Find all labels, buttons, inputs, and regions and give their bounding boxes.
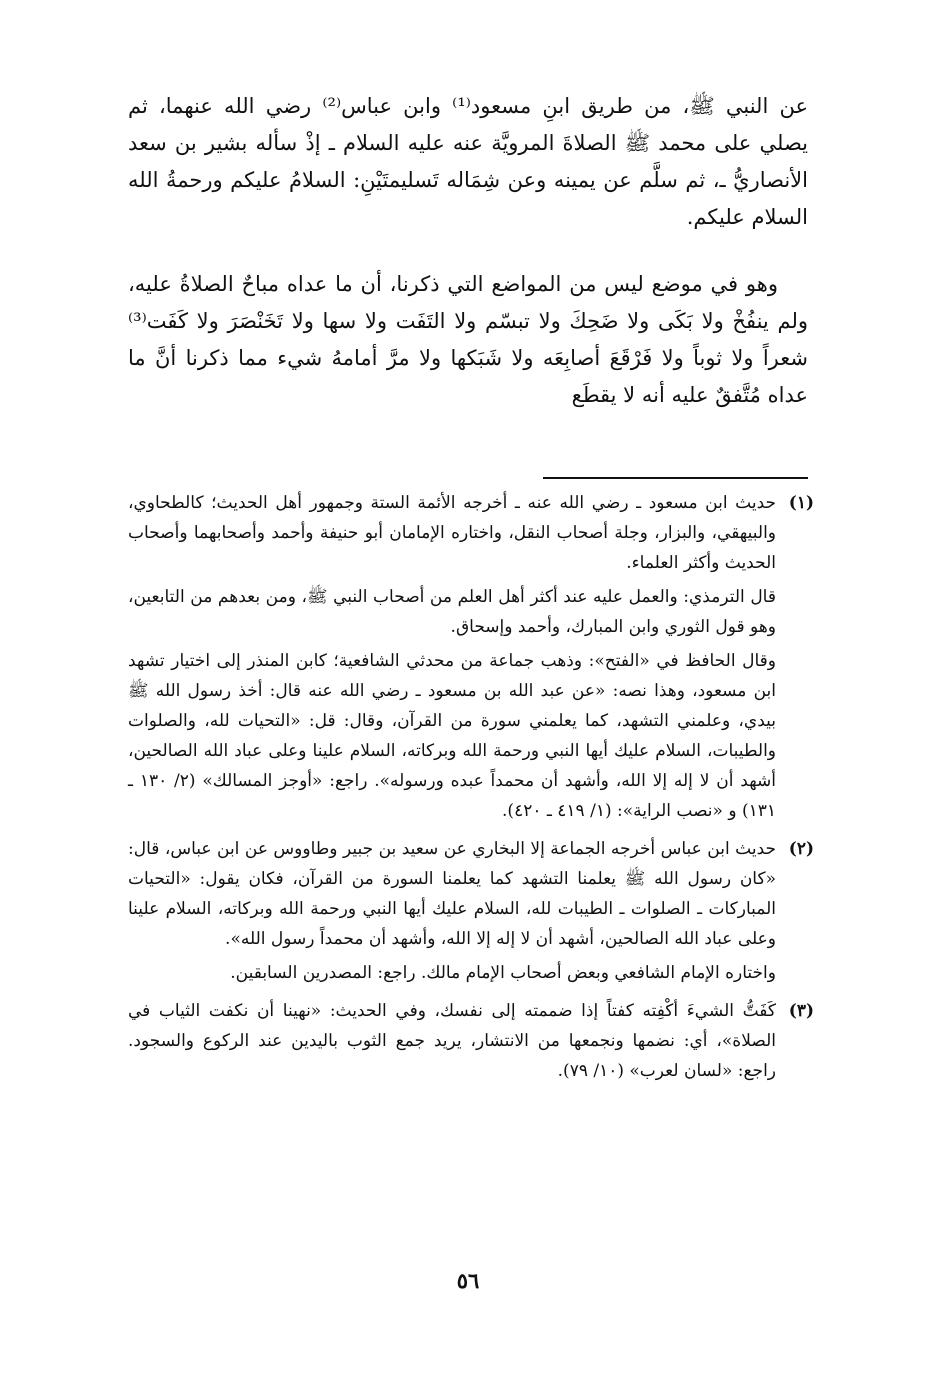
- footnote-1: [128, 488, 814, 830]
- footnote-paragraph: واختاره الإمام الشافعي وبعض أصحاب الإمام مالك. راجع: المصدرين السابقين.: [230, 963, 776, 983]
- footnote-3: [128, 996, 814, 1090]
- footnote-paragraph: كَفَتُّ الشيءَ أكْفِته كفتاً إذا ضممته إلى نفسك، وفي الحديث: «نهينا أن نكفت الثياب في الصلاة»، أي: نضمها ونجمعها من الانتشار، يريد جمع الثوب باليدين عند الركوع والسجود. راجع: «لسان لعرب» (١٠/ ٧٩).: [128, 1001, 776, 1081]
- footnote-divider: [543, 477, 808, 479]
- footnote-paragraph: حديث ابن مسعود ـ رضي الله عنه ـ أخرجه الأئمة الستة وجمهور أهل الحديث؛ كالطحاوي، والبيهقي، والبزار، وجلة أصحاب النقل، واختاره الإمامان أبو حنيفة وأحمد وأصحابهما وأصحاب الحديث وأكثر العلماء.: [128, 493, 776, 573]
- footnotes: [128, 488, 814, 1094]
- footnote-body: [128, 488, 776, 830]
- main-paragraph: وهو في موضع ليس من المواضع التي ذكرنا، أن ما عداه مباحٌ الصلاةُ عليه، ولم ينفُخْ ولا بَكَى ولا ضَحِكَ ولا تبسّم ولا التَفَت ولا سها ولا تَخَنْصَرَ ولا كَفَت⁽³⁾ شعراً ولا ثوباً ولا فَرْقَعَ أصابِعَه ولا شَبَكها ولا مرَّ أمامهُ شيء مما ذكرنا أنَّ ما عداه مُتَّفقٌ عليه أنه لا يقطَع: [128, 272, 808, 407]
- footnote-2: [128, 834, 814, 992]
- footnote-paragraph: وقال الحافظ في «الفتح»: وذهب جماعة من محدثي الشافعية؛ كابن المنذر إلى اختيار تشهد ابن مسعود، وهذا نصه: «عن عبد الله بن مسعود ـ رضي الله عنه قال: أخذ رسول الله ﷺ بيدي، وعلمني التشهد، كما يعلمني سورة من القرآن، وقال: قل: «التحيات لله، والصلوات والطيبات، السلام عليك أيها النبي ورحمة الله وبركاته، السلام علينا وعلى عباد الله الصالحين، أشهد أن لا إله إلا الله، وأشهد أن محمداً عبده ورسوله». راجع: «أوجز المسالك» (٢/ ١٣٠ ـ ١٣١) و «نصب الراية»: (١/ ٤١٩ ـ ٤٢٠).: [128, 651, 776, 821]
- footnote-body: [128, 834, 776, 992]
- page-number: ٥٦: [456, 1268, 480, 1293]
- footnote-number: (٣): [788, 1001, 814, 1021]
- footnote-number: (٢): [788, 839, 814, 859]
- main-paragraph: عن النبي ﷺ، من طريق ابنِ مسعود⁽¹⁾ وابن عباس⁽²⁾ رضي الله عنهما، ثم يصلي على محمد ﷺ الصلاةَ المرويَّة عنه عليه السلام ـ إذْ سأله بشير بن سعد الأنصاريُّ ـ، ثم سلَّم عن يمينه وعن شِمَاله تَسليمتَيْنِ: السلامُ عليكم ورحمةُ الله السلام عليكم.: [128, 94, 808, 229]
- footnote-number: (١): [788, 493, 814, 513]
- footnote-paragraph: حديث ابن عباس أخرجه الجماعة إلا البخاري عن سعيد بن جبير وطاووس عن ابن عباس، قال: «كان رسول الله ﷺ يعلمنا التشهد كما يعلمنا السورة من القرآن، فكان يقول: «التحيات المباركات ـ الصلوات ـ الطيبات لله، السلام عليك أيها النبي ورحمة الله وبركاته، السلام علينا وعلى عباد الله الصالحين، أشهد أن لا إله إلا الله، وأشهد أن محمداً رسول الله».: [128, 839, 776, 949]
- footnote-body: [128, 996, 776, 1090]
- footnote-paragraph: قال الترمذي: والعمل عليه عند أكثر أهل العلم من أصحاب النبي ﷺ، ومن بعدهم من التابعين، وهو قول الثوري وابن المبارك، وأحمد وإسحاق.: [128, 587, 776, 637]
- main-text: [128, 88, 808, 444]
